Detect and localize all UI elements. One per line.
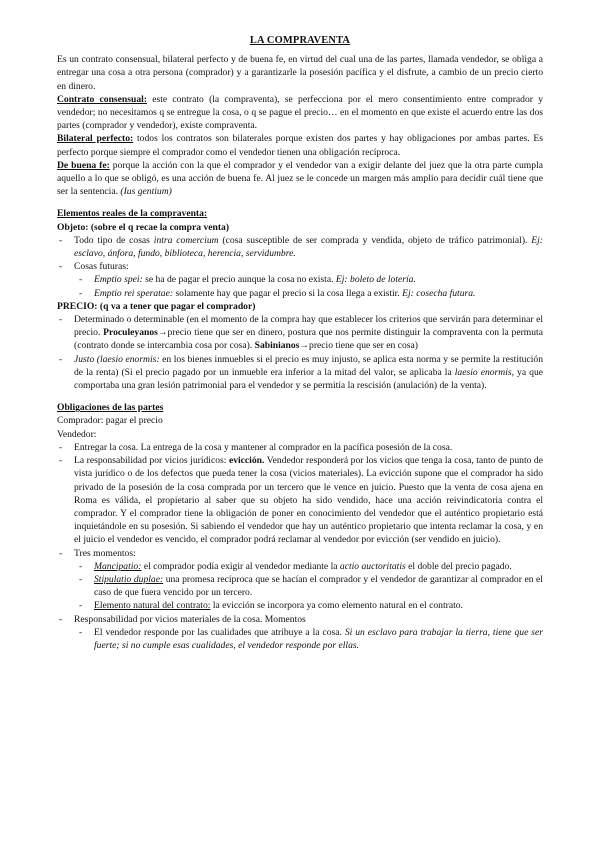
list-item: - Determinado o determinable (en el momento de la compra hay que establecer los criterios que servirán para determinar el precio. Proculeyanos→precio tiene que ser en dinero, postura que nos permite distinguir la compraventa con la permuta (contrato donde se intercambia cosa por cosa). Sabinianos→precio tiene que ser en cosa)	[57, 313, 543, 353]
list-item: - Justo (laesio enormis: en los bienes inmuebles si el precio es muy injusto, se aplica esta norma y se permite la restitución de la renta) (Si el precio pagado por un inmueble era inferior a la mitad del valor, se aplicaba la laesio enormis, ya que comportaba una gran lesión patrimonial para el vendedor y se permitía la rescisión (anulación) de la venta).	[57, 353, 543, 393]
precio-heading: PRECIO: (q va a tener que pagar el comprador)	[57, 300, 256, 312]
intro-paragraph: Es un contrato consensual, bilateral perfecto y de buena fe, en virtud del cual una de las partes, llamada vendedor, se obliga a entregar una cosa a otra persona (comprador) y a garantizarle la posesión pacífica y el disfrute, a cambio de un precio cierto en dinero.	[57, 54, 543, 92]
sub-list-item: - Emptio rei speratae: solamente hay que pagar el precio si la cosa llega a existir. Ej: cosecha futura.	[57, 287, 543, 300]
document-page	[57, 34, 543, 652]
sub-list-item: - Elemento natural del contrato: la evicción se incorpora ya como elemento natural en el contrato.	[57, 599, 543, 612]
sub-list-item: - Stipulatio duplae: una promesa recíproca que se hacían el comprador y el vendedor de garantizar al comprador en el caso de que fuera vencido por un tercero.	[57, 573, 543, 599]
buenafe-label: De buena fe:	[57, 159, 110, 171]
consensual-paragraph: Contrato consensual: este contrato (la compraventa), se perfecciona por el mero consentimiento entre comprador y vendedor; no necesitamos q se entregue la cosa, o q se pague el precio… en el momento en que existe el acuerdo entre las dos partes (comprador y vendedor), existe compraventa.	[57, 93, 544, 132]
consensual-label: Contrato consensual:	[57, 93, 147, 105]
buenafe-paragraph: De buena fe: porque la acción con la que el comprador y el vendedor van a exigir delante del juez que la otra parte cumpla aquello a lo que se obligó, es una acción de buena fe. Al juez se le concede un margen más amplio para decidir cuál tiene que ser la sentencia. (Ius gentium)	[57, 159, 543, 198]
objeto-heading: Objeto: (sobre el q recae la compra venta)	[57, 221, 230, 233]
list-item: - Tres momentos:	[57, 547, 543, 560]
list-item: - Responsabilidad por vicios materiales de la cosa. Momentos	[57, 613, 543, 626]
list-item: - Entregar la cosa. La entrega de la cosa y mantener al comprador en la pacífica posesión de la cosa.	[57, 441, 543, 454]
sub-list-item: - Mancipatio: el comprador podía exigir al vendedor mediante la actio auctoritatis el doble del precio pagado.	[57, 560, 543, 573]
list-item: - Cosas futuras:	[57, 260, 543, 273]
comprador-line: Comprador: pagar el precio	[57, 415, 163, 427]
list-item: - La responsabilidad por vicios jurídicos: evicción. Vendedor responderá por los vicios que tenga la cosa, tanto de punto de vista jurídico o de los defectos que pueda tener la cosa (vicios materiales). La evicción supone que el comprador ha sido privado de la posesión de la cosa comprada por un tercero que le vence en juicio. Puesto que la venta de cosa ajena en Roma es válida, el propietario al saber que su objeto ha sido vendido, hace una acción reivindicatoria contra el comprador. Y el comprador tiene la obligación de poner en conocimiento del vendedor que el auténtico propietario está inquietándole en su posesión. Si sabiendo el vendedor que hay un auténtico propietario que intenta reclamar la cosa, y en el juicio el vendedor es vencido, el comprador podrá reclamar al vendedor por evicción (ser vendido en juicio).	[57, 454, 543, 546]
sub-list-item: - El vendedor responde por las cualidades que atribuye a la cosa. Si un esclavo para trabajar la tierra, tiene que ser fuerte; si no cumple esas cualidades, el vendedor responde por ellas.	[57, 626, 543, 652]
bilateral-paragraph: Bilateral perfecto: todos los contratos son bilaterales porque existen dos partes y hay obligaciones por ambas partes. Es perfecto porque siempre el comprador como el vendedor tienen una obligación recíproca.	[57, 133, 543, 158]
list-item: - Todo tipo de cosas intra comercium (cosa susceptible de ser comprada y vendida, objeto de tráfico patrimonial). Ej: esclavo, ánfora, fundo, biblioteca, herencia, servidumbre.	[57, 234, 543, 260]
vendedor-line: Vendedor:	[57, 428, 97, 440]
obligaciones-heading: Obligaciones de las partes	[57, 402, 164, 414]
elementos-heading: Elementos reales de la compraventa:	[57, 208, 208, 220]
sub-list-item: - Emptio spei: se ha de pagar el precio aunque la cosa no exista. Ej: boleto de lotería.	[57, 273, 543, 286]
bilateral-label: Bilateral perfecto:	[57, 133, 134, 145]
page-title: LA COMPRAVENTA	[249, 35, 351, 46]
